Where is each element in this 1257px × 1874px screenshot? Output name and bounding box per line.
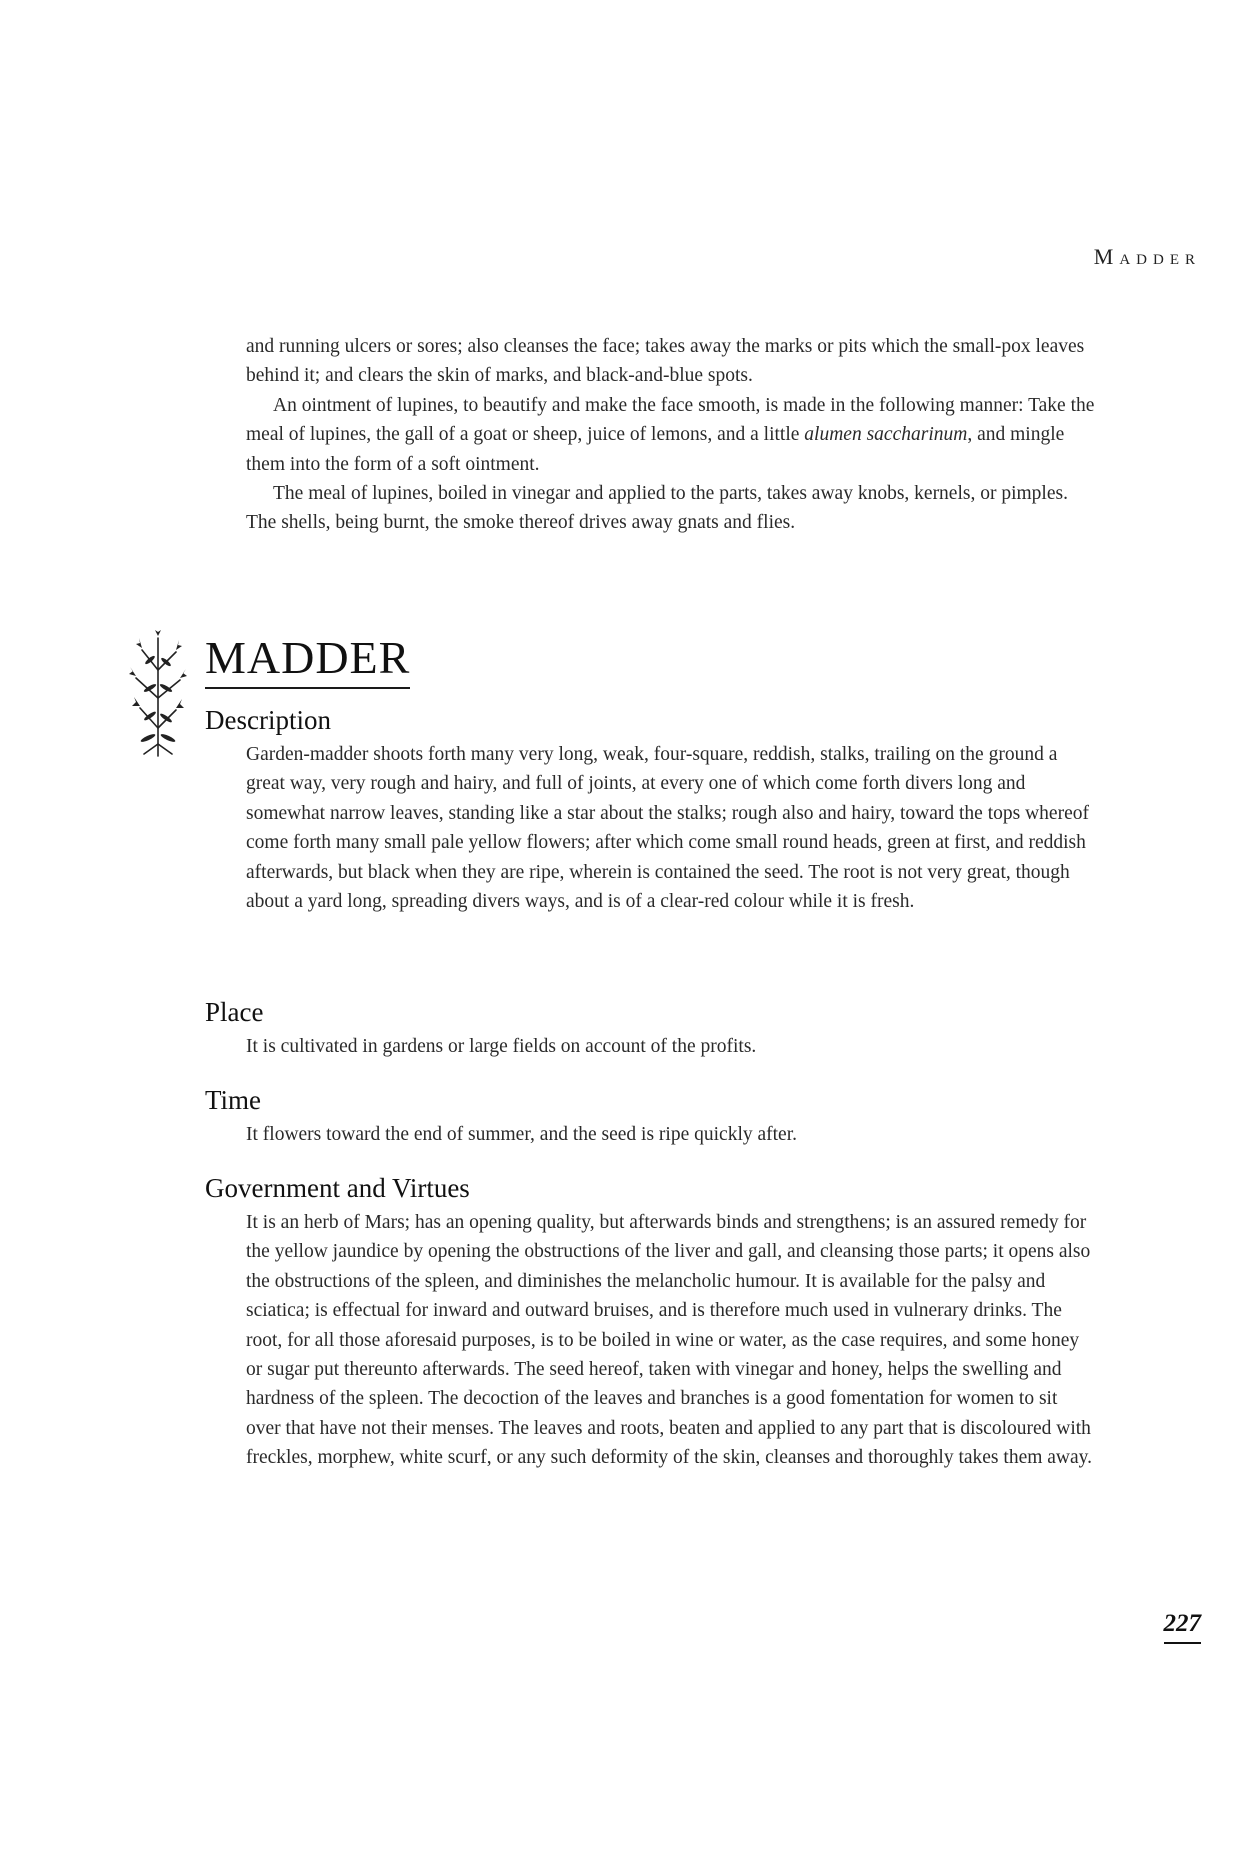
place-heading: Place <box>205 997 264 1027</box>
intro-paragraph-2-end: , and mingle them into the form of a soft ointment. <box>246 424 1065 475</box>
time-heading: Time <box>205 1085 262 1115</box>
description-paragraph: Garden-madder shoots forth many very long, weak, four-square, reddish, stalks, trailing on the ground a great way, very rough and hairy, and full of joints, at every one of which come forth divers long and somewhat narrow leaves, standing like a star about the stalks; rough also and hairy, toward the tops whereof come forth many small pale yellow flowers; after which come small round heads, green at first, and reddish afterwards, but black when they are ripe, wherein is contained the seed. The root is not very great, though about a yard long, spreading divers ways, and is of a clear-red colour while it is fresh. <box>246 744 1089 913</box>
government-virtues-paragraph: It is an herb of Mars; has an opening quality, but afterwards binds and strengthens; is an assured remedy for the yellow jaundice by opening the obstructions of the liver and gall, and cleansing those parts; it opens also the obstructions of the spleen, and diminishes the melancholic humour. It is available for the palsy and sciatica; is effectual for inward and outward bruises, and is therefore much used in vulnerary drinks. The root, for all those aforesaid purposes, is to be boiled in wine or water, as the case requires, and some honey or sugar put thereunto afterwards. The seed hereof, taken with vinegar and honey, helps the swelling and hardness of the spleen. The decoction of the leaves and branches is a good fomentation for women to sit over that have not their menses. The leaves and roots, beaten and applied to any part that is discoloured with freckles, morphew, white scurf, or any such deformity of the skin, cleanses and thoroughly takes them away. <box>246 1212 1093 1469</box>
time-text <box>246 1120 1096 1149</box>
description-heading: Description <box>205 705 331 735</box>
government-virtues-heading: Government and Virtues <box>205 1173 470 1203</box>
place-text <box>246 1032 1096 1061</box>
description-text <box>246 740 1096 916</box>
page-number: 227 <box>1164 1610 1202 1644</box>
time-paragraph: It flowers toward the end of summer, and the seed is ripe quickly after. <box>246 1124 798 1145</box>
intro-paragraph-2 <box>246 391 1096 479</box>
intro-paragraph-2-start: An ointment of lupines, to beautify and make the face smooth, is made in the following manner: Take the meal of lupines, the gall of a goat or sheep, juice of lemons, and a little <box>246 394 1095 446</box>
madder-plant-engraving-icon <box>120 628 196 758</box>
herb-title: MADDER <box>205 632 410 689</box>
latin-term: alumen saccharinum <box>804 424 968 446</box>
intro-continuation <box>246 332 1096 538</box>
intro-paragraph-1: and running ulcers or sores; also cleanses the face; takes away the marks or pits which the small-pox leaves behind it; and clears the skin of marks, and black-and-blue spots. <box>246 336 1085 387</box>
place-paragraph: It is cultivated in gardens or large fields on account of the profits. <box>246 1036 757 1057</box>
intro-paragraph-3: The meal of lupines, boiled in vinegar and applied to the parts, takes away knobs, kernels, or pimples. The shells, being burnt, the smoke thereof drives away gnats and flies. <box>246 483 1068 534</box>
running-head: Madder <box>1093 244 1201 269</box>
government-virtues-text <box>246 1208 1096 1473</box>
